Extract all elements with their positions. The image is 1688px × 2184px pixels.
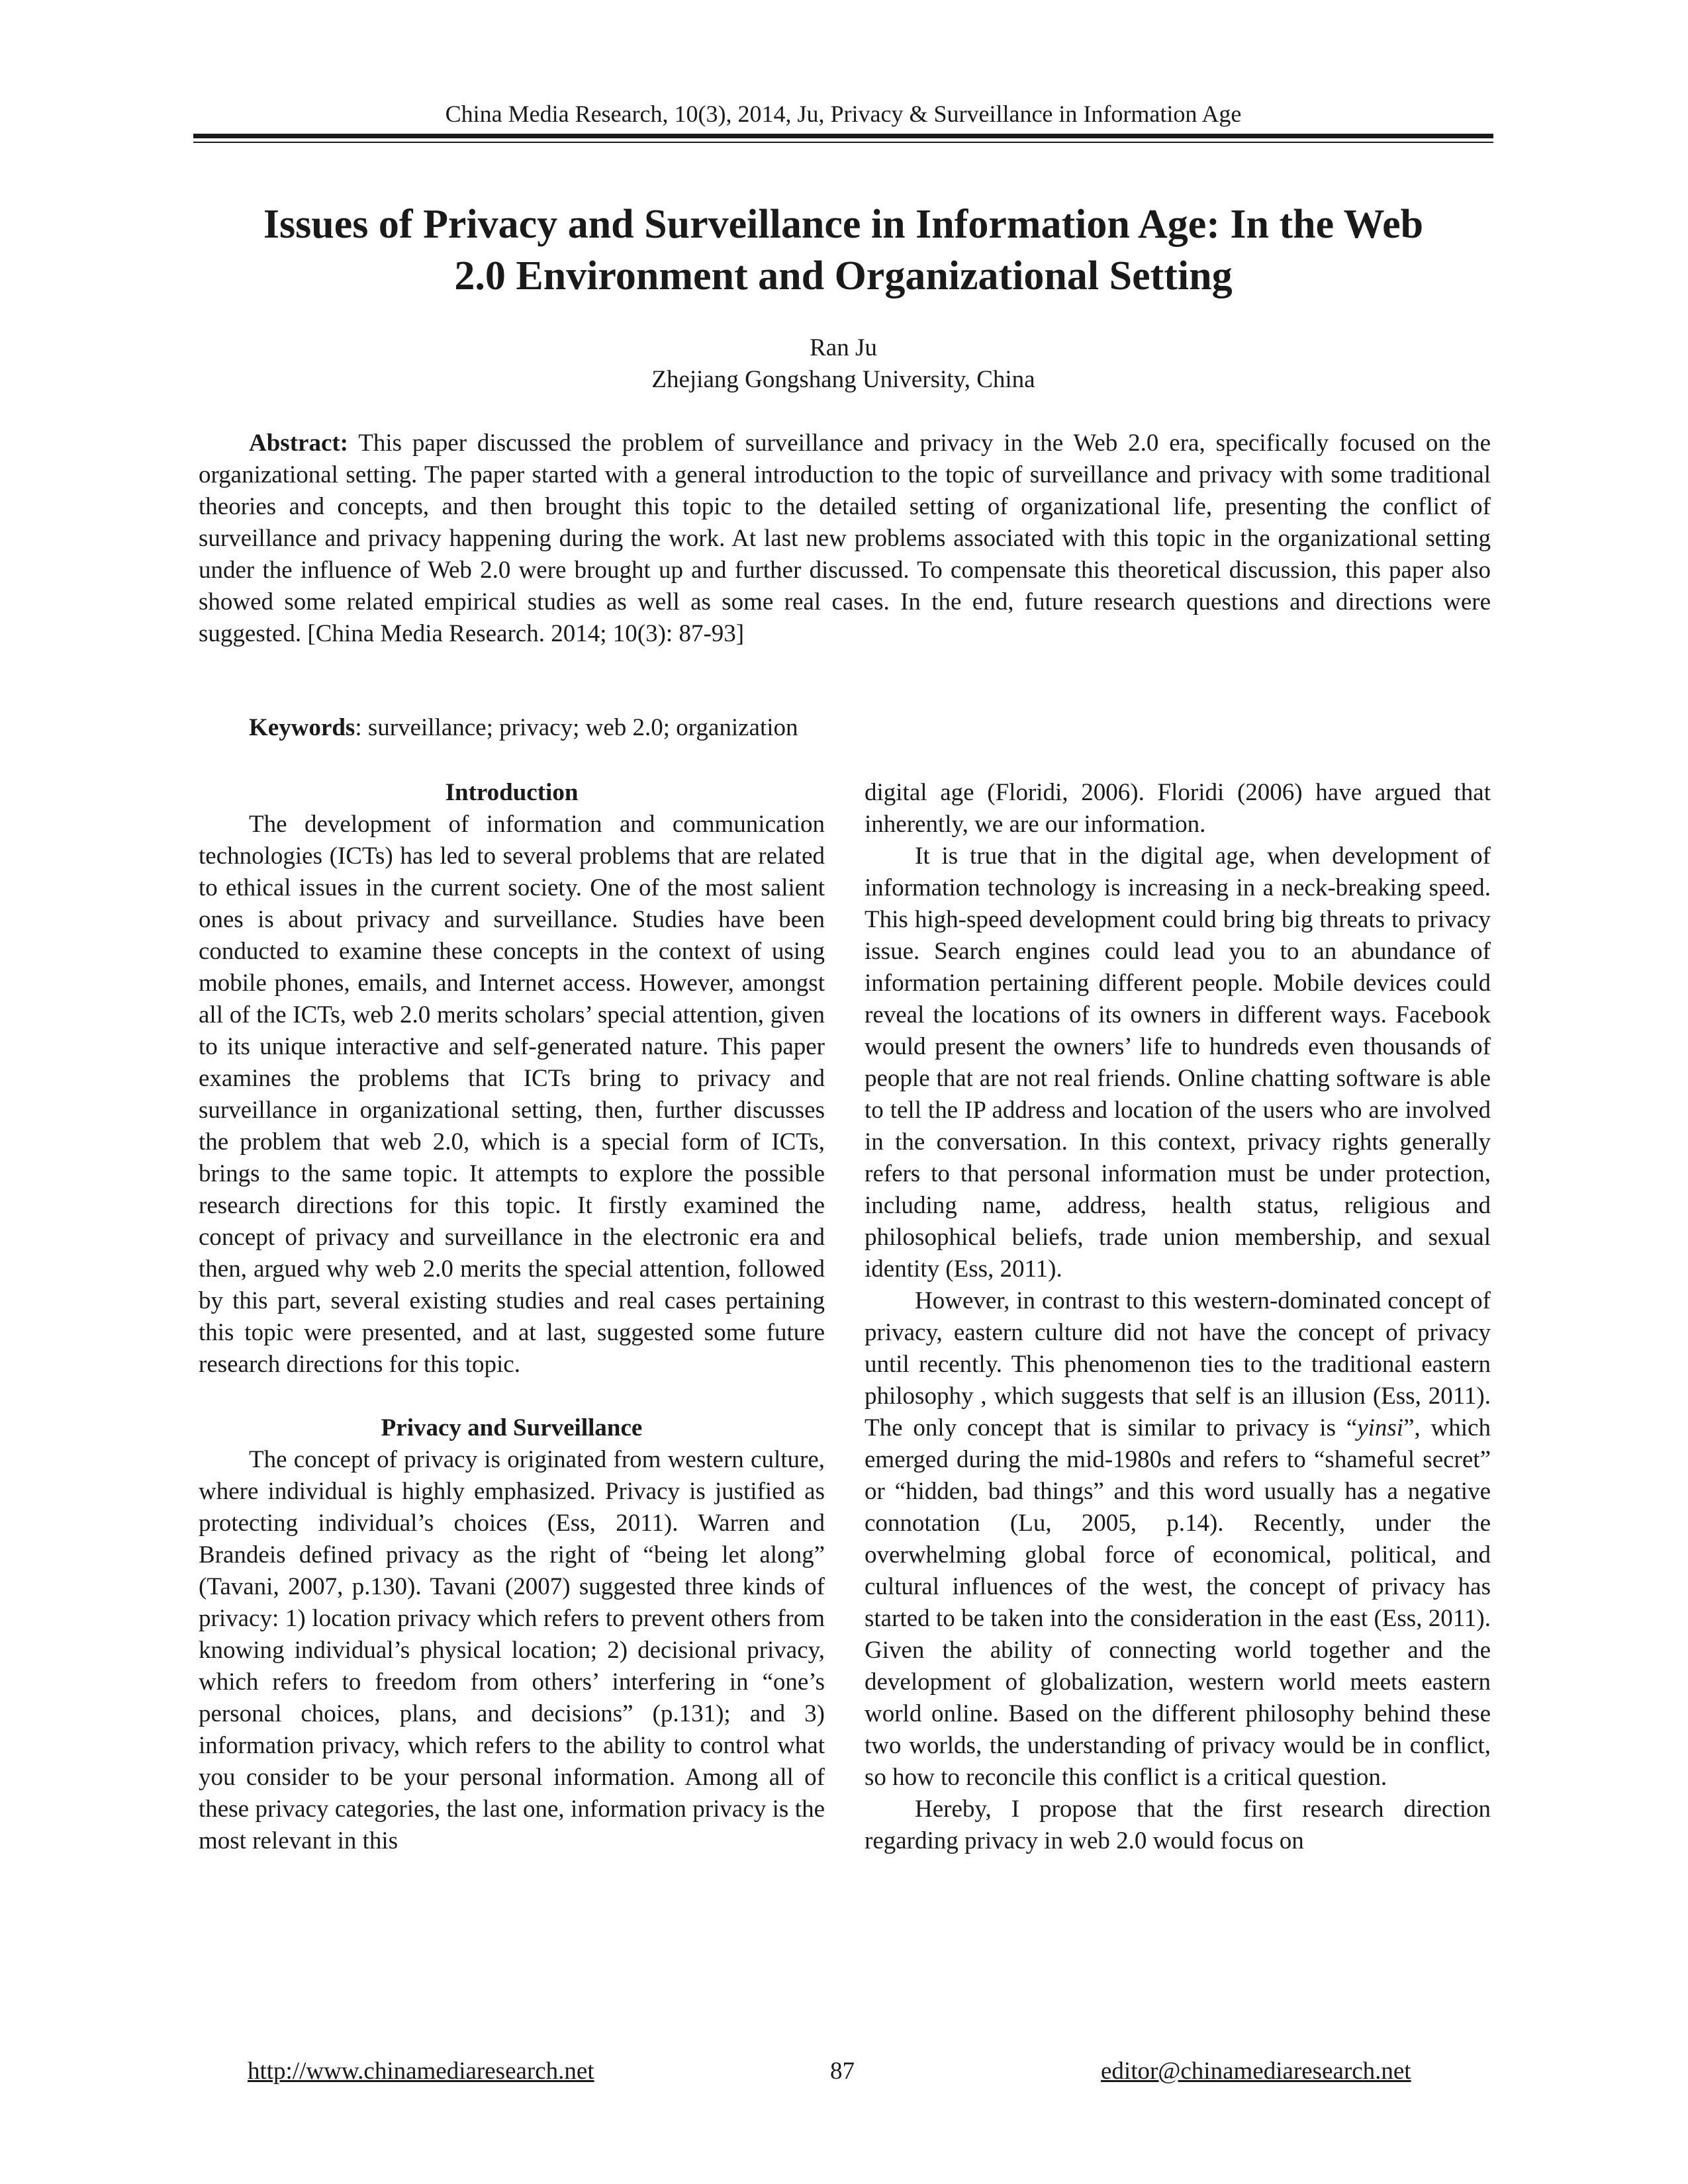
section-heading-privacy-and-surveillance: Privacy and Surveillance [381,1414,643,1441]
body-paragraph: The development of information and communication technologies (ICTs) has led to several problems that are related to ethical issues in the current society. One of the most salient ones is about privacy and surveillance. Studies have been conducted to examine these concepts in the context of using mobile phones, emails, and Internet access. However, amongst all of the ICTs, web 2.0 merits scholars’ special attention, given to its unique interactive and self-generated nature. This paper examines the problems that ICTs bring to privacy and surveillance in organizational setting, then, further discusses the problem that web 2.0, which is a special form of ICTs, brings to the same topic. It attempts to explore the possible research directions for this topic. It firstly examined the concept of privacy and surveillance in the electronic era and then, argued why web 2.0 merits the special attention, followed by this part, several existing studies and real cases pertaining this topic were presented, and at last, suggested some future research directions for this topic. [199,811,825,1378]
page-number: 87 [830,2058,855,2085]
footer-email-link[interactable]: editor@chinamediaresearch.net [1101,2058,1411,2085]
body-paragraph: It is true that in the digital age, when development of information technology is increasing in a neck-breaking speed. This high-speed development could bring big threats to privacy issue. Search engines could lead you to an abundance of information pertaining different people. Mobile devices could reveal the locations of its owners in different ways. Facebook would present the owners’ life to hundreds even thousands of people that are not real friends. Online chatting software is able to tell the IP address and location of the users who are involved in the conversation. In this context, privacy rights generally refers to that personal information must be under protection, including name, address, health status, religious and philosophical beliefs, trade union membership, and sexual identity (Ess, 2011). [865,842,1491,1283]
footer-website-link[interactable]: http://www.chinamediaresearch.net [248,2058,594,2085]
body-text: However, in contrast to this western-dominated concept of privacy, eastern culture did not have the concept of privacy until recently. This phenomenon ties to the traditional eastern philosophy , which suggests that self is an illusion (Ess, 2011). The only concept that is similar to privacy is “ [865,1287,1491,1441]
body-paragraph [865,1285,1491,1794]
keywords [249,712,1491,744]
header-rule-thick [193,134,1493,138]
abstract-label: Abstract: [249,430,349,457]
abstract [199,428,1491,650]
header-rule-thin [193,142,1493,143]
body-paragraph: Hereby, I propose that the first research direction regarding privacy in web 2.0 would focus on [865,1796,1491,1854]
paper-title-line-2: 2.0 Environment and Organizational Setting [454,253,1233,298]
author-affiliation: Zhejiang Gongshang University, China [651,366,1035,393]
keywords-label: Keywords [249,714,355,741]
paper-title [193,199,1493,302]
running-head: China Media Research, 10(3), 2014, Ju, Privacy & Surveillance in Information Age [445,101,1242,127]
body-paragraph: The concept of privacy is originated from western culture, where individual is highly emphasized. Privacy is justified as protecting individual’s choices (Ess, 2011). Warren and Brandeis defined privacy as the right of “being let along” (Tavani, 2007, p.130). Tavani (2007) suggested three kinds of privacy: 1) location privacy which refers to prevent others from knowing individual’s physical location; 2) decisional privacy, which refers to freedom from others’ interfering in “one’s personal choices, plans, and decisions” (p.131); and 3) information privacy, which refers to the ability to control what you consider to be your personal information. Among all of these privacy categories, the last one, information privacy is the most relevant in this [199,1446,825,1854]
author-name: Ran Ju [810,334,877,361]
body-text: ”, which emerged during the mid-1980s and refers to “shameful secret” or “hidden, bad things” and this word usually has a negative connotation (Lu, 2005, p.14). Recently, under the overwhelming global force of economical, political, and cultural influences of the west, the concept of privacy has started to be taken into the consideration in the east (Ess, 2011). Given the ability of connecting world together and the development of globalization, western world meets eastern world online. Based on the different philosophy behind these two worlds, the understanding of privacy would be in conflict, so how to reconcile this conflict is a critical question. [865,1414,1491,1791]
left-column [199,777,825,1857]
keywords-text: : surveillance; privacy; web 2.0; organization [355,714,798,741]
paper-title-line-1: Issues of Privacy and Surveillance in Information Age: In the Web [263,202,1424,247]
section-heading-introduction: Introduction [445,779,579,806]
italic-term: yinsi [1357,1414,1404,1441]
body-paragraph-continued: digital age (Floridi, 2006). Floridi (2006) have argued that inherently, we are our information. [865,779,1491,838]
right-column [865,777,1491,1857]
abstract-text: This paper discussed the problem of surveillance and privacy in the Web 2.0 era, specifically focused on the organizational setting. The paper started with a general introduction to the topic of surveillance and privacy with some traditional theories and concepts, and then brought this topic to the detailed setting of organizational life, presenting the conflict of surveillance and privacy happening during the work. At last new problems associated with this topic in the organizational setting under the influence of Web 2.0 were brought up and further discussed. To compensate this theoretical discussion, this paper also showed some related empirical studies as well as some real cases. In the end, future research questions and directions were suggested. [China Media Research. 2014; 10(3): 87-93] [199,430,1491,647]
